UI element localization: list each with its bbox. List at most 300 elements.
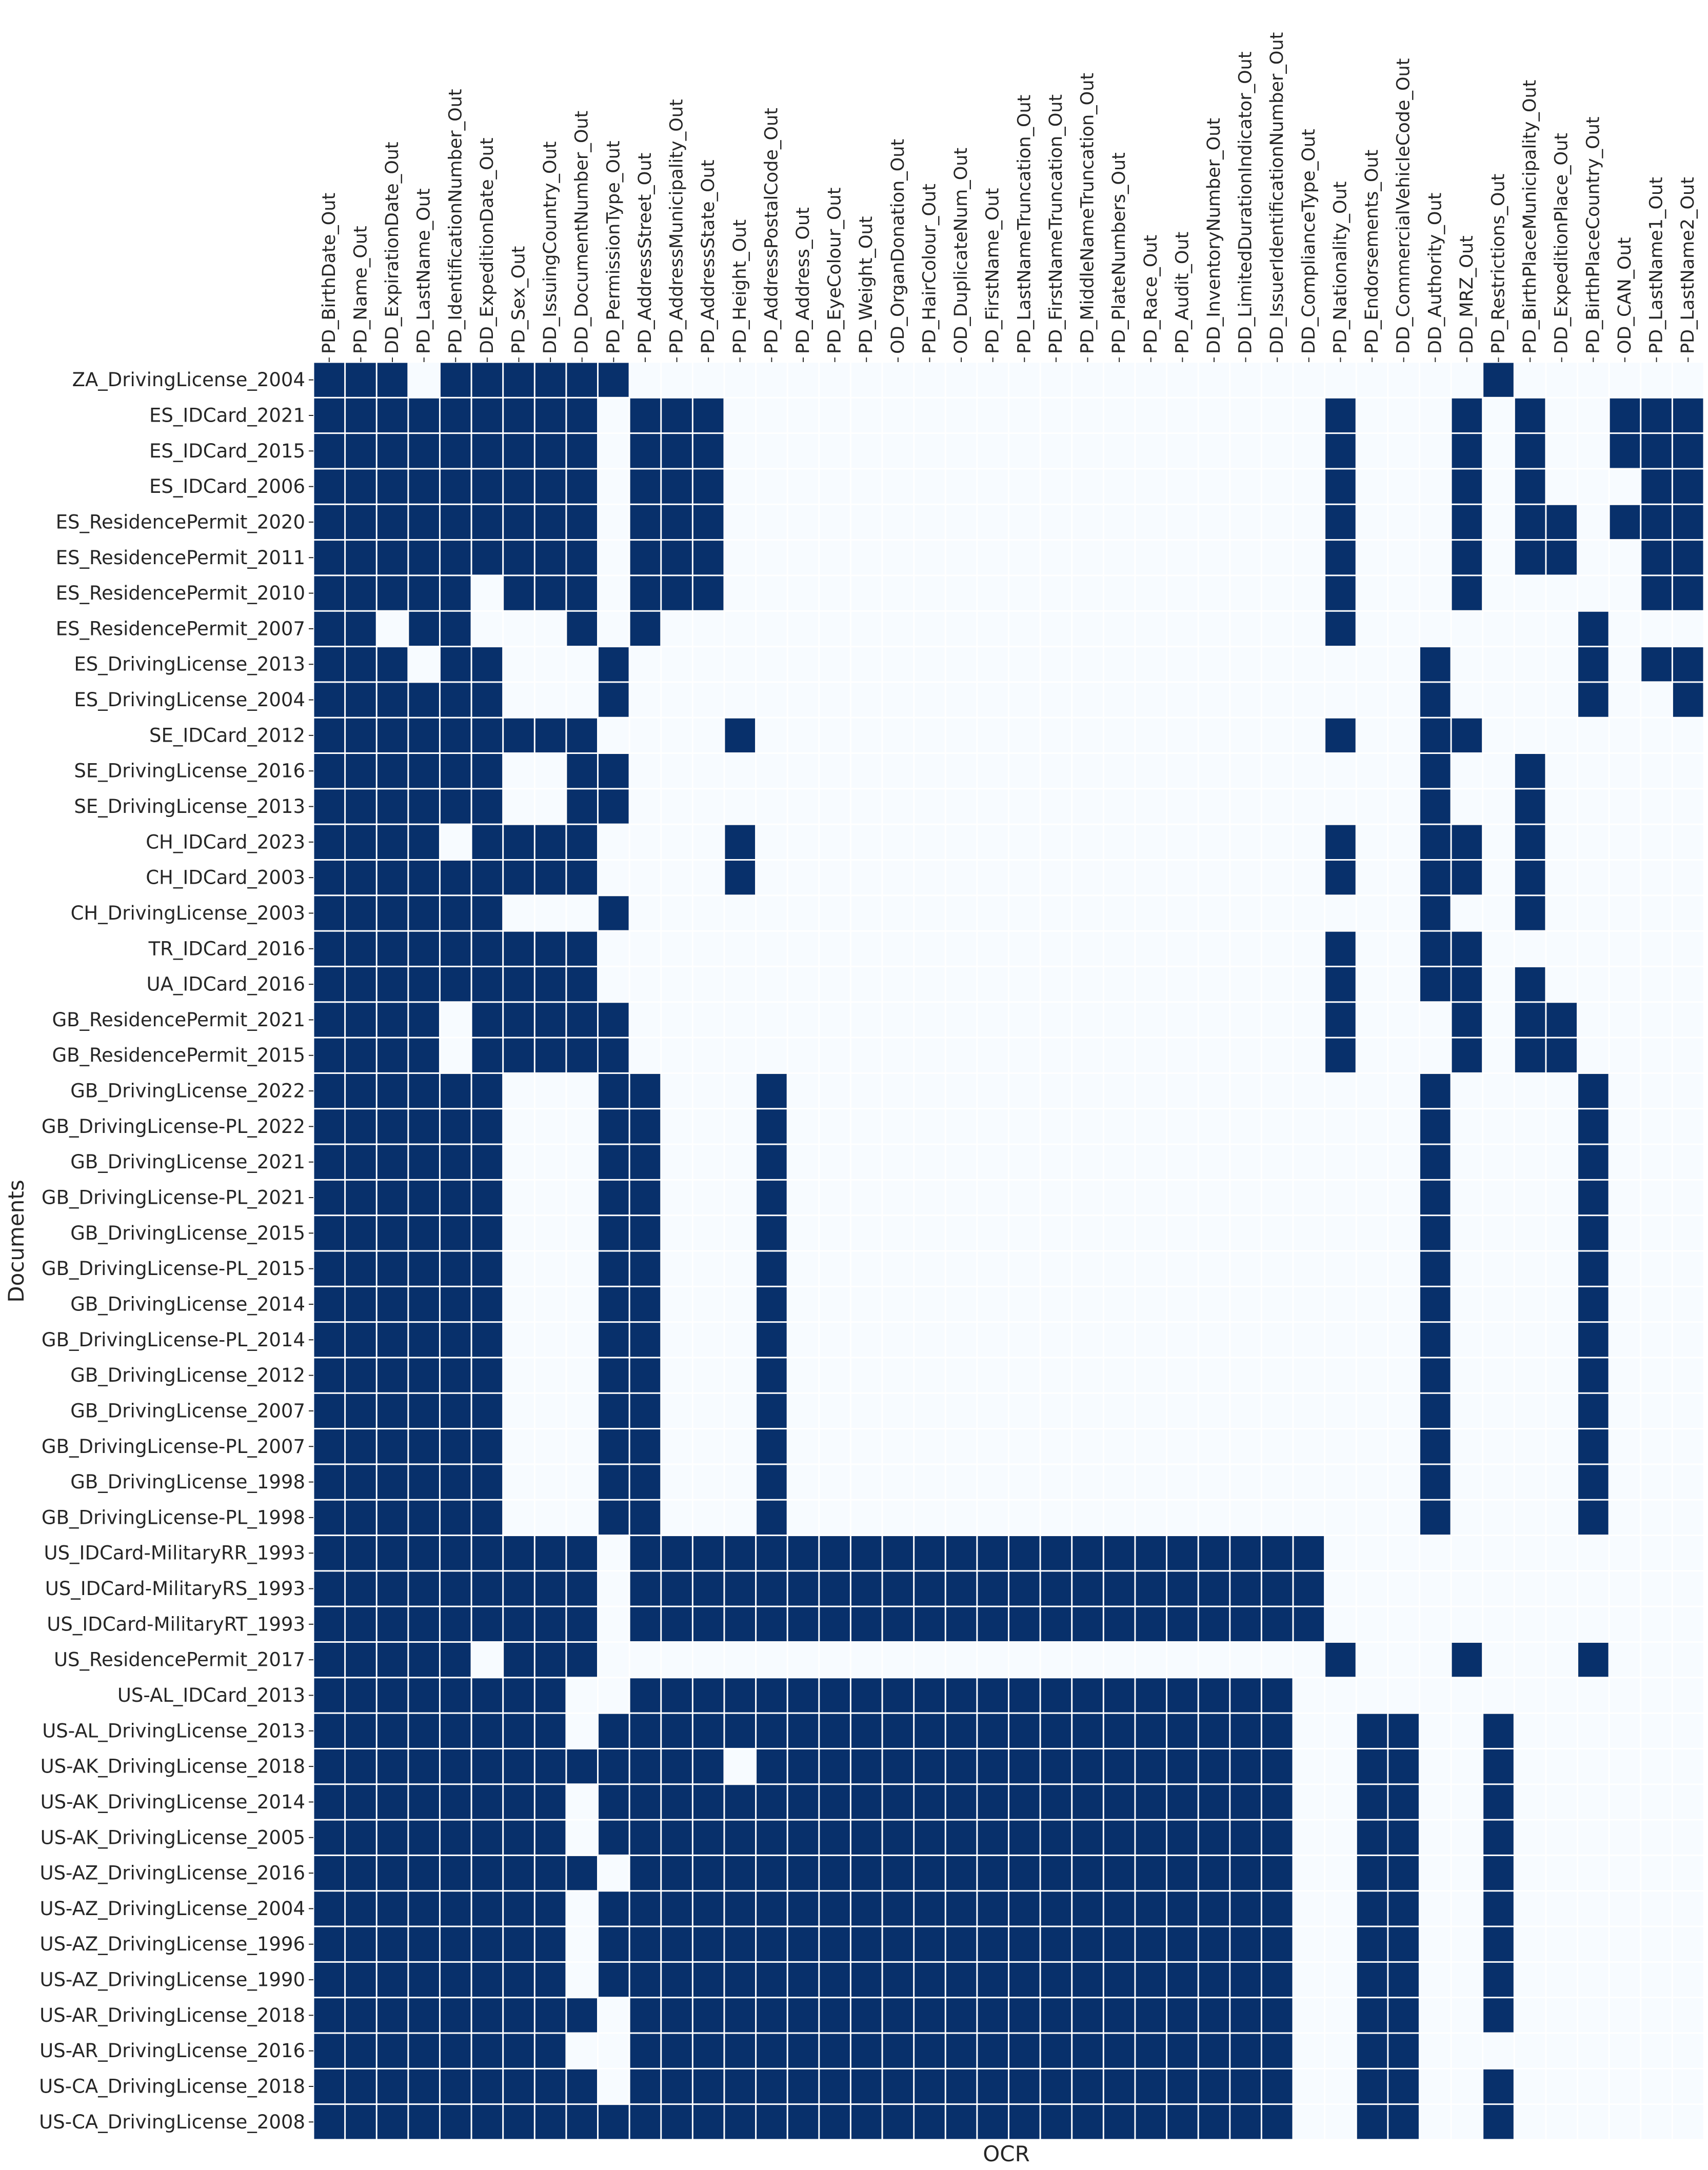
heatmap-cell <box>693 932 724 966</box>
heatmap-cell <box>314 1003 345 1037</box>
heatmap-cell <box>1515 1394 1545 1428</box>
heatmap-cell <box>1515 754 1545 788</box>
heatmap-cell <box>946 719 977 752</box>
heatmap-cell <box>1199 399 1229 432</box>
heatmap-cell <box>693 1749 724 1783</box>
heatmap-cell <box>1357 967 1387 1001</box>
heatmap-cell <box>567 363 597 397</box>
heatmap-cell <box>1483 1501 1514 1535</box>
heatmap-cell <box>599 1607 629 1641</box>
heatmap-cell <box>599 789 629 823</box>
heatmap-cell <box>1230 896 1261 930</box>
heatmap-cell <box>346 612 376 646</box>
heatmap-cell <box>1104 505 1135 539</box>
heatmap-cell <box>1515 1785 1545 1819</box>
row-label: GB_DrivingLicense_2012 <box>70 1364 305 1387</box>
heatmap-cell <box>409 1785 439 1819</box>
heatmap-cell <box>851 1998 882 2032</box>
heatmap-cell <box>1073 1465 1103 1499</box>
heatmap-cell <box>788 541 819 574</box>
heatmap-cell <box>1420 576 1451 610</box>
heatmap-cell <box>1136 1678 1166 1712</box>
heatmap-cells <box>313 362 1704 2140</box>
heatmap-cell <box>1073 861 1103 894</box>
row-label: GB_DrivingLicense_2021 <box>70 1151 305 1173</box>
heatmap-cell <box>693 2034 724 2068</box>
heatmap-cell <box>1325 754 1356 788</box>
heatmap-cell <box>1104 1039 1135 1072</box>
heatmap-cell <box>1294 719 1324 752</box>
heatmap-cell <box>662 1074 692 1108</box>
heatmap-cell <box>567 1998 597 2032</box>
heatmap-cell <box>378 576 408 610</box>
heatmap-cell <box>1199 1821 1229 1855</box>
heatmap-cell <box>1262 469 1293 503</box>
heatmap-cell <box>1073 719 1103 752</box>
heatmap-cell <box>1420 825 1451 859</box>
heatmap-cell <box>1515 505 1545 539</box>
heatmap-cell <box>1578 399 1608 432</box>
heatmap-cell <box>757 1749 787 1783</box>
heatmap-cell <box>504 1358 534 1392</box>
heatmap-cell <box>1073 1074 1103 1108</box>
heatmap-cell <box>378 1963 408 1997</box>
heatmap-cell <box>378 1358 408 1392</box>
heatmap-cell <box>1546 1856 1577 1890</box>
heatmap-cell <box>535 1429 566 1463</box>
heatmap-cell <box>820 612 850 646</box>
heatmap-cell <box>346 1252 376 1286</box>
heatmap-cell <box>978 932 1008 966</box>
row-label: US-AZ_DrivingLicense_1996 <box>39 1933 305 1956</box>
heatmap-cell <box>662 825 692 859</box>
row-label: CH_DrivingLicense_2003 <box>70 902 305 924</box>
heatmap-cell <box>504 1821 534 1855</box>
heatmap-cell <box>1167 1039 1198 1072</box>
heatmap-cell <box>820 932 850 966</box>
heatmap-cell <box>1673 1821 1703 1855</box>
heatmap-cell <box>1420 1074 1451 1108</box>
heatmap-cell <box>1483 1678 1514 1712</box>
heatmap-cell <box>1230 1039 1261 1072</box>
heatmap-cell <box>1230 683 1261 716</box>
heatmap-cell <box>1610 2105 1640 2139</box>
column-label: DD_IssuerIdentificationNumber_Out <box>1267 32 1288 354</box>
heatmap-cell <box>1041 1571 1071 1605</box>
heatmap-cell <box>1325 434 1356 468</box>
heatmap-cell <box>788 861 819 894</box>
heatmap-cell <box>662 576 692 610</box>
heatmap-cell <box>851 363 882 397</box>
heatmap-cell <box>1136 1252 1166 1286</box>
heatmap-cell <box>535 612 566 646</box>
heatmap-cell <box>535 1749 566 1783</box>
heatmap-cell <box>314 1252 345 1286</box>
heatmap-cell <box>1073 1216 1103 1250</box>
heatmap-cell <box>915 469 945 503</box>
heatmap-cell <box>757 1109 787 1143</box>
heatmap-cell <box>535 1856 566 1890</box>
heatmap-cell <box>1167 861 1198 894</box>
heatmap-cell <box>441 1536 471 1570</box>
heatmap-cell <box>978 1181 1008 1215</box>
heatmap-cell <box>1325 1785 1356 1819</box>
heatmap-cell <box>757 1074 787 1108</box>
heatmap-cell <box>535 434 566 468</box>
heatmap-cell <box>1641 1856 1672 1890</box>
heatmap-cell <box>1673 1145 1703 1179</box>
heatmap-cell <box>883 1287 913 1321</box>
heatmap-cell <box>1294 896 1324 930</box>
heatmap-cell <box>1420 1145 1451 1179</box>
heatmap-cell <box>441 1714 471 1748</box>
heatmap-cell <box>1578 1785 1608 1819</box>
heatmap-cell <box>1136 754 1166 788</box>
heatmap-cell <box>504 612 534 646</box>
heatmap-cell <box>346 1785 376 1819</box>
heatmap-cell <box>915 1109 945 1143</box>
heatmap-cell <box>599 1821 629 1855</box>
row-label: US-AL_IDCard_2013 <box>117 1684 305 1706</box>
heatmap-cell <box>1388 1465 1419 1499</box>
heatmap-cell <box>1673 932 1703 966</box>
heatmap-cell <box>946 505 977 539</box>
heatmap-cell <box>978 505 1008 539</box>
heatmap-cell <box>1420 505 1451 539</box>
heatmap-cell <box>504 1785 534 1819</box>
heatmap-cell <box>1325 469 1356 503</box>
heatmap-cell <box>1136 825 1166 859</box>
heatmap-cell <box>788 967 819 1001</box>
heatmap-cell <box>1452 1607 1482 1641</box>
heatmap-cell <box>1073 1501 1103 1535</box>
heatmap-cell <box>1388 932 1419 966</box>
heatmap-cell <box>599 1109 629 1143</box>
heatmap-cell <box>599 1252 629 1286</box>
column-labels <box>319 32 1698 354</box>
heatmap-cell <box>915 2105 945 2139</box>
heatmap-cell <box>630 1109 661 1143</box>
heatmap-cell <box>409 2105 439 2139</box>
heatmap-cell <box>725 399 755 432</box>
heatmap-cell <box>883 1465 913 1499</box>
heatmap-cell <box>441 2034 471 2068</box>
heatmap-cell <box>1073 1998 1103 2032</box>
heatmap-cell <box>1610 1358 1640 1392</box>
heatmap-cell <box>1515 363 1545 397</box>
heatmap-cell <box>946 2069 977 2103</box>
heatmap-cell <box>1357 754 1387 788</box>
heatmap-cell <box>599 1145 629 1179</box>
heatmap-cell <box>851 541 882 574</box>
heatmap-cell <box>441 363 471 397</box>
heatmap-cell <box>883 647 913 681</box>
heatmap-cell <box>915 1821 945 1855</box>
heatmap-cell <box>1041 1678 1071 1712</box>
heatmap-cell <box>1294 1181 1324 1215</box>
heatmap-cell <box>1104 1216 1135 1250</box>
heatmap-cell <box>1578 434 1608 468</box>
heatmap-cell <box>409 541 439 574</box>
heatmap-cell <box>1578 1181 1608 1215</box>
heatmap-cell <box>1073 1181 1103 1215</box>
heatmap-cell <box>504 1039 534 1072</box>
heatmap-cell <box>1641 1145 1672 1179</box>
column-label: PD_Race_Out <box>1140 234 1161 354</box>
heatmap-cell <box>1073 1571 1103 1605</box>
heatmap-cell <box>1420 1856 1451 1890</box>
heatmap-cell <box>1578 932 1608 966</box>
heatmap-cell <box>1073 469 1103 503</box>
heatmap-cell <box>1073 1607 1103 1641</box>
heatmap-cell <box>1610 1003 1640 1037</box>
heatmap-cell <box>599 1571 629 1605</box>
heatmap-cell <box>378 861 408 894</box>
heatmap-cell <box>1546 825 1577 859</box>
heatmap-cell <box>1452 1429 1482 1463</box>
heatmap-cell <box>1546 647 1577 681</box>
heatmap-cell <box>851 647 882 681</box>
heatmap-cell <box>883 1571 913 1605</box>
heatmap-cell <box>314 1785 345 1819</box>
heatmap-cell <box>662 612 692 646</box>
heatmap-cell <box>504 683 534 716</box>
heatmap-cell <box>1483 1643 1514 1677</box>
heatmap-cell <box>1073 1749 1103 1783</box>
heatmap-cell <box>725 1678 755 1712</box>
heatmap-cell <box>1262 1892 1293 1925</box>
heatmap-cell <box>535 1714 566 1748</box>
heatmap-cell <box>1104 932 1135 966</box>
heatmap-cell <box>1546 469 1577 503</box>
heatmap-cell <box>1578 576 1608 610</box>
heatmap-cell <box>1136 789 1166 823</box>
heatmap-cell <box>915 1785 945 1819</box>
heatmap-cell <box>1420 1501 1451 1535</box>
heatmap-cell <box>1009 1216 1040 1250</box>
heatmap-cell <box>1230 1571 1261 1605</box>
heatmap-cell <box>1073 363 1103 397</box>
heatmap-cell <box>1262 1749 1293 1783</box>
heatmap-cell <box>1073 2069 1103 2103</box>
heatmap-cell <box>915 1465 945 1499</box>
heatmap-cell <box>599 505 629 539</box>
heatmap-cell <box>630 612 661 646</box>
heatmap-cell <box>346 861 376 894</box>
heatmap-cell <box>1673 1074 1703 1108</box>
heatmap-cell <box>757 1571 787 1605</box>
heatmap-cell <box>693 576 724 610</box>
heatmap-cell <box>662 1465 692 1499</box>
heatmap-cell <box>535 1607 566 1641</box>
heatmap-cell <box>1294 1821 1324 1855</box>
heatmap-cell <box>1230 1998 1261 2032</box>
heatmap-cell <box>630 719 661 752</box>
heatmap-cell <box>1483 469 1514 503</box>
heatmap-cell <box>1420 1181 1451 1215</box>
heatmap-cell <box>978 1856 1008 1890</box>
heatmap-cell <box>1515 1465 1545 1499</box>
heatmap-cell <box>788 1003 819 1037</box>
heatmap-cell <box>314 612 345 646</box>
heatmap-cell <box>1483 1465 1514 1499</box>
heatmap-cell <box>630 1856 661 1890</box>
heatmap-cell <box>1546 1714 1577 1748</box>
heatmap-cell <box>1009 1358 1040 1392</box>
column-label: PD_BirthPlaceCountry_Out <box>1583 116 1604 354</box>
heatmap-cell <box>441 434 471 468</box>
heatmap-cell <box>1452 647 1482 681</box>
heatmap-cell <box>1230 399 1261 432</box>
heatmap-cell <box>1199 1678 1229 1712</box>
heatmap-cell <box>1199 1714 1229 1748</box>
heatmap-cell <box>1673 1927 1703 1961</box>
heatmap-cell <box>1073 967 1103 1001</box>
row-label: US-AR_DrivingLicense_2018 <box>39 2004 305 2026</box>
row-label: SE_DrivingLicense_2013 <box>74 795 305 818</box>
heatmap-cell <box>535 1074 566 1108</box>
heatmap-cell <box>472 1821 503 1855</box>
heatmap-cell <box>1420 1607 1451 1641</box>
heatmap-cell <box>1546 1181 1577 1215</box>
heatmap-cell <box>1420 363 1451 397</box>
heatmap-cell <box>1515 647 1545 681</box>
heatmap-cell <box>915 1571 945 1605</box>
heatmap-cell <box>567 683 597 716</box>
heatmap-cell <box>1483 1856 1514 1890</box>
heatmap-cell <box>346 399 376 432</box>
heatmap-cell <box>1073 541 1103 574</box>
heatmap-cell <box>915 2034 945 2068</box>
heatmap-cell <box>693 1039 724 1072</box>
heatmap-cell <box>820 1785 850 1819</box>
heatmap-cell <box>346 505 376 539</box>
heatmap-cell <box>1420 1678 1451 1712</box>
heatmap-cell <box>630 1821 661 1855</box>
heatmap-cell <box>1546 1678 1577 1712</box>
heatmap-cell <box>1136 1607 1166 1641</box>
heatmap-cell <box>1420 2105 1451 2139</box>
heatmap-cell <box>1610 1536 1640 1570</box>
heatmap-cell <box>1167 541 1198 574</box>
heatmap-cell <box>1104 1145 1135 1179</box>
heatmap-cell <box>504 1287 534 1321</box>
heatmap-cell <box>725 1927 755 1961</box>
heatmap-cell <box>1325 505 1356 539</box>
heatmap-cell <box>883 1252 913 1286</box>
heatmap-cell <box>1294 363 1324 397</box>
heatmap-cell <box>851 1181 882 1215</box>
heatmap-cell <box>883 1074 913 1108</box>
heatmap-cell <box>504 1536 534 1570</box>
heatmap-cell <box>1641 1749 1672 1783</box>
heatmap-cell <box>1420 932 1451 966</box>
heatmap-cell <box>1483 1429 1514 1463</box>
heatmap-cell <box>1073 1429 1103 1463</box>
heatmap-cell <box>1610 1998 1640 2032</box>
heatmap-cell <box>567 1821 597 1855</box>
heatmap-cell <box>1483 754 1514 788</box>
heatmap-cell <box>1673 1607 1703 1641</box>
heatmap-cell <box>725 1643 755 1677</box>
heatmap-cell <box>535 967 566 1001</box>
heatmap-cell <box>978 789 1008 823</box>
heatmap-cell <box>1610 1856 1640 1890</box>
heatmap-cell <box>346 1571 376 1605</box>
heatmap-cell <box>1515 2105 1545 2139</box>
heatmap-cell <box>535 1571 566 1605</box>
heatmap-cell <box>504 1501 534 1535</box>
heatmap-cell <box>1452 1465 1482 1499</box>
heatmap-cell <box>567 1145 597 1179</box>
heatmap-cell <box>630 1963 661 1997</box>
heatmap-cell <box>599 861 629 894</box>
heatmap-cell <box>1199 1181 1229 1215</box>
heatmap-cell <box>1546 1252 1577 1286</box>
heatmap-cell <box>346 1323 376 1357</box>
heatmap-cell <box>662 399 692 432</box>
heatmap-cell <box>1041 1003 1071 1037</box>
heatmap-cell <box>693 434 724 468</box>
heatmap-cell <box>1041 789 1071 823</box>
heatmap-cell <box>1136 1358 1166 1392</box>
heatmap-cell <box>1041 896 1071 930</box>
heatmap-cell <box>946 1074 977 1108</box>
heatmap-cell <box>946 825 977 859</box>
heatmap-cell <box>314 399 345 432</box>
heatmap-cell <box>441 1501 471 1535</box>
heatmap-cell <box>1483 1145 1514 1179</box>
heatmap-cell <box>567 1252 597 1286</box>
heatmap-cell <box>725 1892 755 1925</box>
heatmap-cell <box>441 2069 471 2103</box>
heatmap-cell <box>788 1571 819 1605</box>
heatmap-cell <box>1325 1927 1356 1961</box>
heatmap-cell <box>693 789 724 823</box>
heatmap-cell <box>1136 434 1166 468</box>
heatmap-cell <box>1641 1571 1672 1605</box>
heatmap-cell <box>1452 1892 1482 1925</box>
heatmap-cell <box>378 434 408 468</box>
heatmap-cell <box>1041 612 1071 646</box>
heatmap-cell <box>599 1856 629 1890</box>
heatmap-cell <box>851 1501 882 1535</box>
heatmap-cell <box>883 434 913 468</box>
heatmap-cell <box>978 1358 1008 1392</box>
heatmap-cell <box>472 363 503 397</box>
heatmap-cell <box>1167 612 1198 646</box>
heatmap-cell <box>346 1394 376 1428</box>
heatmap-cell <box>915 363 945 397</box>
heatmap-cell <box>1009 2105 1040 2139</box>
heatmap-cell <box>1420 1821 1451 1855</box>
heatmap-cell <box>1420 399 1451 432</box>
heatmap-cell <box>1009 576 1040 610</box>
heatmap-cell <box>1610 1571 1640 1605</box>
heatmap-cell <box>504 1252 534 1286</box>
heatmap-cell <box>1167 683 1198 716</box>
heatmap-cell <box>1388 399 1419 432</box>
heatmap-cell <box>978 1643 1008 1677</box>
heatmap-cell <box>472 1856 503 1890</box>
heatmap-cell <box>504 1074 534 1108</box>
heatmap-cell <box>441 505 471 539</box>
heatmap-cell <box>946 1358 977 1392</box>
heatmap-cell <box>851 896 882 930</box>
heatmap-cell <box>1610 363 1640 397</box>
heatmap-cell <box>757 1465 787 1499</box>
heatmap-cell <box>693 469 724 503</box>
